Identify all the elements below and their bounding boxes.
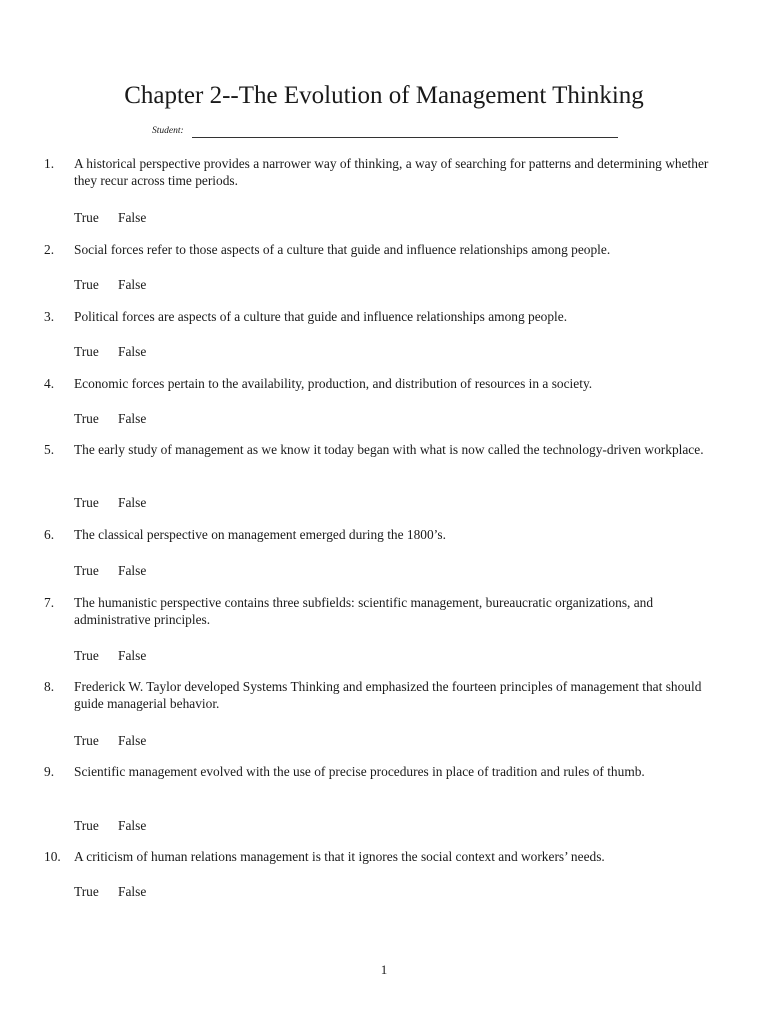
question-1-options	[74, 209, 146, 226]
question-7-options	[74, 647, 146, 664]
question-number: 4.	[44, 376, 55, 391]
question-number: 9.	[44, 764, 55, 779]
question-9-options	[74, 817, 146, 834]
option-true[interactable]: True	[74, 344, 99, 359]
option-true[interactable]: True	[74, 563, 99, 578]
question-number: 10.	[44, 849, 61, 864]
student-name-line[interactable]	[192, 137, 618, 138]
option-false[interactable]: False	[118, 648, 147, 663]
option-false[interactable]: False	[118, 733, 147, 748]
option-false[interactable]: False	[118, 344, 147, 359]
question-text: A historical perspective provides a narrower way of thinking, a way of searching for patterns and determining whether they recur across time periods.	[74, 156, 709, 188]
question-10-options	[74, 883, 146, 900]
question-text: Economic forces pertain to the availability, production, and distribution of resources in a society.	[74, 376, 593, 391]
page-number: 1	[380, 962, 388, 977]
question-text: Frederick W. Taylor developed Systems Thinking and emphasized the fourteen principles of management that should guide managerial behavior.	[74, 679, 702, 711]
question-text: Social forces refer to those aspects of a culture that guide and influence relationships among people.	[74, 242, 611, 257]
question-number: 7.	[44, 595, 55, 610]
question-text: Scientific management evolved with the use of precise procedures in place of tradition and rules of thumb.	[74, 764, 645, 779]
option-true[interactable]: True	[74, 733, 99, 748]
question-5-options	[74, 494, 146, 511]
question-text: The humanistic perspective contains three subfields: scientific management, bureaucratic organizations, and administrative principles.	[74, 595, 654, 627]
student-label: Student:	[152, 126, 184, 136]
option-true[interactable]: True	[74, 277, 99, 292]
option-true[interactable]: True	[74, 495, 99, 510]
option-false[interactable]: False	[118, 563, 147, 578]
question-2-options	[74, 276, 146, 293]
page-title: Chapter 2--The Evolution of Management Thinking	[124, 82, 644, 109]
question-text: A criticism of human relations management is that it ignores the social context and workers’ needs.	[74, 849, 605, 864]
option-false[interactable]: False	[118, 495, 147, 510]
question-text: The early study of management as we know it today began with what is now called the technology-driven workplace.	[74, 442, 704, 457]
question-8-options	[74, 732, 146, 749]
option-false[interactable]: False	[118, 884, 147, 899]
option-false[interactable]: False	[118, 818, 147, 833]
question-number: 5.	[44, 442, 55, 457]
question-6-options	[74, 562, 146, 579]
question-number: 6.	[44, 527, 55, 542]
question-number: 8.	[44, 679, 55, 694]
option-true[interactable]: True	[74, 818, 99, 833]
question-number: 1.	[44, 156, 55, 171]
option-true[interactable]: True	[74, 884, 99, 899]
option-false[interactable]: False	[118, 210, 147, 225]
option-false[interactable]: False	[118, 411, 147, 426]
question-3-options	[74, 343, 146, 360]
option-true[interactable]: True	[74, 411, 99, 426]
question-number: 2.	[44, 242, 55, 257]
question-text: Political forces are aspects of a culture that guide and influence relationships among people.	[74, 309, 568, 324]
option-true[interactable]: True	[74, 648, 99, 663]
option-true[interactable]: True	[74, 210, 99, 225]
student-name-row	[152, 124, 618, 140]
question-number: 3.	[44, 309, 55, 324]
option-false[interactable]: False	[118, 277, 147, 292]
question-text: The classical perspective on management emerged during the 1800’s.	[74, 527, 446, 542]
question-4-options	[74, 410, 146, 427]
